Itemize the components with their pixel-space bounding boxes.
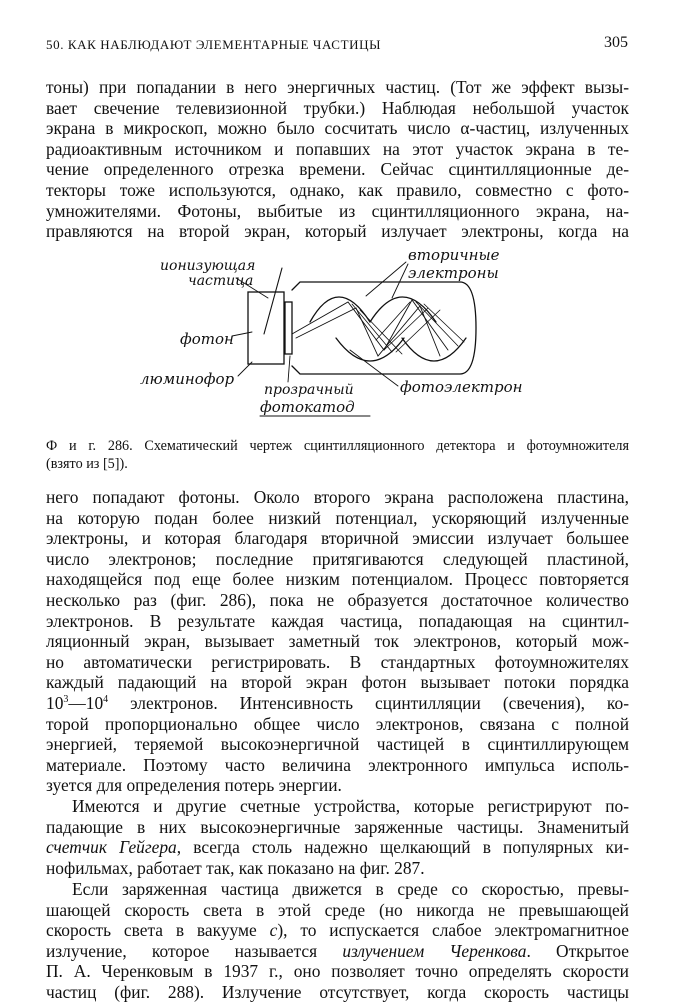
text-line: счетчик Гейгера, всегда столь надежно щелкающий в популярных ки- [46,837,629,858]
text-line: на которую подан более низкий потенциал, ускоряющий излученные [46,507,629,528]
photocathode-plate [285,302,292,354]
text-line: вает свечение телевизионной трубки.) Наблюдая небольшой участок [46,97,629,118]
text-line: ляционный экран, вызывает заметный ток электронов, который мож- [46,631,629,652]
label-photocathode-1: прозрачный [264,382,354,398]
text-line: П. А. Черенковым в 1937 г., оно позволяет точно определять скорости [46,961,629,982]
text-line: Имеются и другие счетные устройства, которые регистрируют по- [72,796,629,816]
dynode-arc [336,338,404,361]
term-geiger-counter: счетчик Гейгера [46,837,177,858]
label-phosphor: люминофор [140,370,235,388]
text-line: излучение, которое называется излучением Черенкова. Открытое [46,940,629,961]
text-line: каждый падающий на второй экран фотон вызывает потоки порядка [46,672,629,693]
tube-outline [292,282,476,374]
label-secondary-electrons-2: электроны [408,264,499,282]
caption-line: (взято из [5]). [46,456,128,472]
text-line: но автоматически регистрировать. В стандартных фотоумножителях [46,651,629,672]
text-line: зуется для определения потерь энергии. [46,775,342,796]
running-header [46,34,628,56]
paragraph-3 [46,796,629,878]
caption-line: Ф и г. 286. Схематический чертеж сцинтилляционного детектора и фотоумножителя [46,438,629,454]
text-line: шающей скорость света в этой среде (но никогда не превышающей [46,899,629,920]
text-line: экрана в микроскоп, можно было сосчитать число α-частиц, излученных [46,118,629,139]
label-ionizing-particle-2: частица [188,273,254,289]
leader-line [366,262,408,298]
leader-line [238,362,252,376]
text-line: него попадают фотоны. Около второго экрана расположена пластина, [46,487,629,507]
figure-caption [46,437,629,473]
speed-of-light-symbol: c [269,920,278,941]
text-line: находящейся под еще более низким потенциалом. Процесс повторяется [46,569,629,590]
text-line: несколько раз (фиг. 286), пока не образуется достаточное количество [46,589,629,610]
ionizing-particle-track [264,268,282,334]
text-line: материале. Поэтому часто величина электронного импульса исполь- [46,754,629,775]
photomultiplier-sketch [140,238,580,428]
text-line: число электронов; последние притягиваются следующей пластиной, [46,548,629,569]
text-line: текторы тоже используются, однако, как правило, совместно с фото- [46,179,629,200]
text-line: энергией, теряемой высокоэнергичной частицей в сцинтиллирующем [46,734,629,755]
text-line: падающие в них высокоэнергичные заряженные частицы. Знаменитый [46,816,629,837]
text-line: правляются на второй экран, который излучает электроны, когда на [46,221,629,242]
text-line: электроны, и которая благодаря вторичной эмиссии излучает большее [46,528,629,549]
term-cherenkov-radiation: излучением Черенкова [342,940,527,961]
text-line: электронов. В результате каждая частица, попадающая на сцинтил- [46,610,629,631]
text-line: нофильмах, работает так, как показано на фиг. 287. [46,857,425,878]
paragraph-2 [46,487,629,796]
label-photon: фотон [180,330,234,348]
section-title: 50. КАК НАБЛЮДАЮТ ЭЛЕМЕНТАРНЫЕ ЧАСТИЦЫ [46,37,382,52]
text-line: тоны) при попадании в него энергичных частиц. (Тот же эффект вызы- [46,77,629,97]
label-secondary-electrons-1: вторичные [408,246,500,264]
text-line-powers: $10^3—10^4$ электронов. Интенсивность сцинтилляции (свечения), ко- [46,692,629,713]
text-line: скорость света в вакууме c), то испускается слабое электромагнитное [46,920,629,941]
text-line: умножителями. Фотоны, выбитые из сцинтилляционного экрана, на- [46,200,629,221]
page-number: 305 [604,34,628,51]
paragraph-1 [46,77,629,242]
figure-286-diagram [140,238,580,428]
paragraph-4 [46,879,629,1003]
leader-line [232,332,252,336]
text-line: торой пропорционально общее число электронов, связана с полной [46,713,629,734]
label-photocathode-2: фотокатод [260,398,355,416]
text-line: Если заряженная частица движется в среде со скоростью, превы- [72,879,629,899]
text-line: частиц (фиг. 288). Излучение отсутствует, когда скорость частицы [46,981,629,1002]
leader-line [350,350,398,386]
label-ionizing-particle-1: ионизующая [160,258,256,274]
text-line: радиоактивным источником и попавших на этот участок экрана в те- [46,138,629,159]
label-photoelectron: фотоэлектрон [400,378,523,396]
leader-line [288,356,290,382]
text-line: чение определенного отрезка времени. Сейчас сцинтилляционные де- [46,159,629,180]
